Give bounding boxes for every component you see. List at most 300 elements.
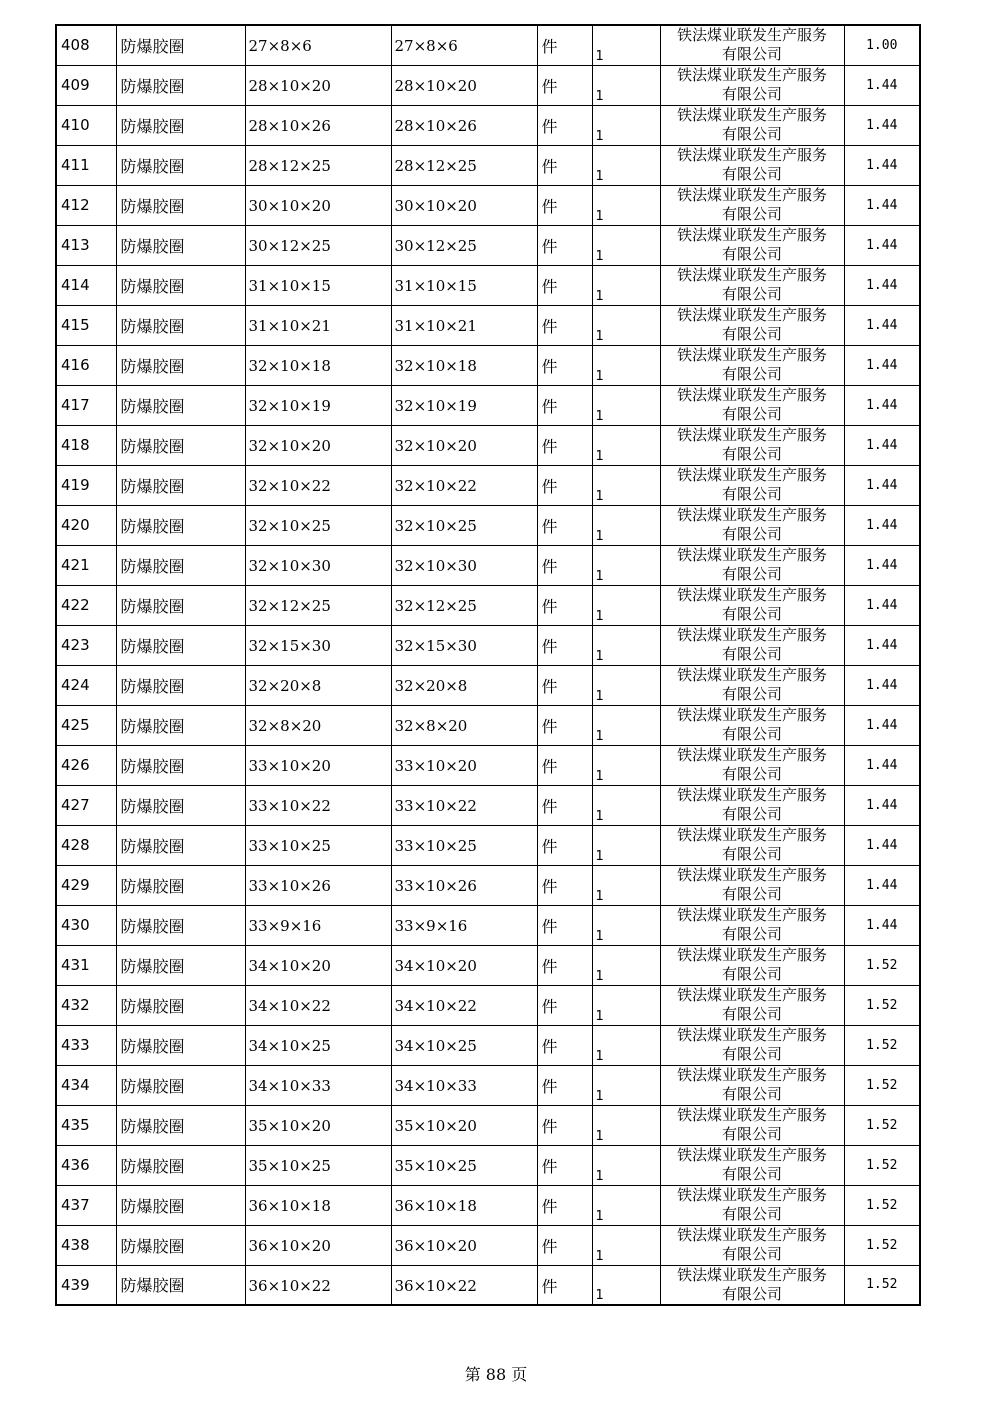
cell-price: 1.52 — [844, 985, 920, 1025]
cell-price: 1.44 — [844, 705, 920, 745]
cell-quantity: 1 — [592, 465, 660, 505]
cell-unit: 件 — [537, 825, 592, 865]
cell-specification: 31×10×15 — [245, 265, 391, 305]
supplier-line-1: 铁法煤业联发生产服务 — [676, 786, 827, 804]
cell-price: 1.44 — [844, 625, 920, 665]
cell-supplier — [660, 625, 844, 665]
table-row — [56, 1145, 920, 1185]
cell-item-name: 防爆胶圈 — [116, 625, 245, 665]
cell-specification: 28×10×20 — [245, 65, 391, 105]
cell-specification: 32×12×25 — [245, 585, 391, 625]
cell-model: 34×10×25 — [391, 1025, 537, 1065]
supplier-line-1: 铁法煤业联发生产服务 — [676, 746, 827, 764]
cell-number: 420 — [56, 505, 116, 545]
cell-price: 1.44 — [844, 825, 920, 865]
cell-unit: 件 — [537, 1065, 592, 1105]
cell-unit: 件 — [537, 385, 592, 425]
cell-number: 431 — [56, 945, 116, 985]
cell-model: 35×10×20 — [391, 1105, 537, 1145]
table-row — [56, 265, 920, 305]
supplier-line-1: 铁法煤业联发生产服务 — [676, 226, 827, 244]
table-row — [56, 945, 920, 985]
supplier-line-2: 有限公司 — [721, 405, 782, 423]
table-row — [56, 1185, 920, 1225]
cell-quantity: 1 — [592, 705, 660, 745]
cell-quantity: 1 — [592, 1145, 660, 1185]
cell-specification: 33×9×16 — [245, 905, 391, 945]
supplier-line-1: 铁法煤业联发生产服务 — [676, 266, 827, 284]
cell-quantity: 1 — [592, 225, 660, 265]
cell-price: 1.52 — [844, 1105, 920, 1145]
cell-number: 409 — [56, 65, 116, 105]
cell-quantity: 1 — [592, 1065, 660, 1105]
cell-model: 30×10×20 — [391, 185, 537, 225]
supplier-line-1: 铁法煤业联发生产服务 — [676, 386, 827, 404]
cell-price: 1.44 — [844, 505, 920, 545]
cell-model: 32×10×18 — [391, 345, 537, 385]
cell-unit: 件 — [537, 25, 592, 65]
cell-specification: 32×10×18 — [245, 345, 391, 385]
cell-supplier — [660, 465, 844, 505]
cell-item-name: 防爆胶圈 — [116, 345, 245, 385]
cell-item-name: 防爆胶圈 — [116, 465, 245, 505]
supplier-line-1: 铁法煤业联发生产服务 — [676, 506, 827, 524]
table-row — [56, 1105, 920, 1145]
supplier-line-1: 铁法煤业联发生产服务 — [676, 1066, 827, 1084]
cell-number: 410 — [56, 105, 116, 145]
cell-unit: 件 — [537, 305, 592, 345]
table-row — [56, 545, 920, 585]
cell-unit: 件 — [537, 1225, 592, 1265]
supplier-line-2: 有限公司 — [721, 605, 782, 623]
cell-unit: 件 — [537, 785, 592, 825]
cell-item-name: 防爆胶圈 — [116, 1065, 245, 1105]
cell-price: 1.44 — [844, 145, 920, 185]
cell-unit: 件 — [537, 1105, 592, 1145]
cell-number: 417 — [56, 385, 116, 425]
cell-specification: 27×8×6 — [245, 25, 391, 65]
supplier-line-2: 有限公司 — [721, 485, 782, 503]
cell-unit: 件 — [537, 545, 592, 585]
cell-supplier — [660, 545, 844, 585]
cell-unit: 件 — [537, 105, 592, 145]
cell-supplier — [660, 345, 844, 385]
cell-supplier — [660, 425, 844, 465]
cell-number: 437 — [56, 1185, 116, 1225]
cell-supplier — [660, 985, 844, 1025]
cell-price: 1.44 — [844, 265, 920, 305]
cell-specification: 32×15×30 — [245, 625, 391, 665]
cell-model: 27×8×6 — [391, 25, 537, 65]
supplier-line-2: 有限公司 — [721, 885, 782, 903]
cell-specification: 33×10×25 — [245, 825, 391, 865]
table-row — [56, 1065, 920, 1105]
cell-unit: 件 — [537, 1025, 592, 1065]
cell-unit: 件 — [537, 1145, 592, 1185]
supplier-line-2: 有限公司 — [721, 245, 782, 263]
supplier-line-1: 铁法煤业联发生产服务 — [676, 146, 827, 164]
table-row — [56, 505, 920, 545]
cell-price: 1.44 — [844, 865, 920, 905]
cell-quantity: 1 — [592, 545, 660, 585]
supplier-line-2: 有限公司 — [721, 925, 782, 943]
supplier-line-1: 铁法煤业联发生产服务 — [676, 546, 827, 564]
cell-quantity: 1 — [592, 1105, 660, 1145]
cell-specification: 32×10×19 — [245, 385, 391, 425]
cell-quantity: 1 — [592, 345, 660, 385]
cell-unit: 件 — [537, 705, 592, 745]
supplier-line-2: 有限公司 — [721, 1165, 782, 1183]
cell-item-name: 防爆胶圈 — [116, 25, 245, 65]
table-row — [56, 1025, 920, 1065]
supplier-line-2: 有限公司 — [721, 1005, 782, 1023]
cell-supplier — [660, 185, 844, 225]
cell-supplier — [660, 1265, 844, 1305]
cell-quantity: 1 — [592, 945, 660, 985]
cell-quantity: 1 — [592, 745, 660, 785]
cell-model: 32×12×25 — [391, 585, 537, 625]
cell-model: 34×10×33 — [391, 1065, 537, 1105]
cell-item-name: 防爆胶圈 — [116, 1025, 245, 1065]
cell-supplier — [660, 1025, 844, 1065]
cell-specification: 30×10×20 — [245, 185, 391, 225]
cell-quantity: 1 — [592, 105, 660, 145]
cell-specification: 32×10×25 — [245, 505, 391, 545]
cell-supplier — [660, 1105, 844, 1145]
cell-unit: 件 — [537, 665, 592, 705]
cell-model: 32×10×22 — [391, 465, 537, 505]
cell-number: 439 — [56, 1265, 116, 1305]
cell-quantity: 1 — [592, 425, 660, 465]
cell-number: 413 — [56, 225, 116, 265]
cell-specification: 30×12×25 — [245, 225, 391, 265]
table-row — [56, 665, 920, 705]
cell-number: 432 — [56, 985, 116, 1025]
cell-supplier — [660, 745, 844, 785]
cell-item-name: 防爆胶圈 — [116, 585, 245, 625]
table-row — [56, 825, 920, 865]
table-row — [56, 745, 920, 785]
cell-unit: 件 — [537, 265, 592, 305]
cell-specification: 34×10×25 — [245, 1025, 391, 1065]
table-row — [56, 185, 920, 225]
cell-quantity: 1 — [592, 585, 660, 625]
supplier-line-2: 有限公司 — [721, 1085, 782, 1103]
cell-unit: 件 — [537, 425, 592, 465]
cell-model: 33×10×26 — [391, 865, 537, 905]
cell-supplier — [660, 585, 844, 625]
cell-model: 32×10×20 — [391, 425, 537, 465]
cell-quantity: 1 — [592, 25, 660, 65]
cell-specification: 32×10×22 — [245, 465, 391, 505]
cell-number: 411 — [56, 145, 116, 185]
cell-price: 1.44 — [844, 65, 920, 105]
supplier-line-1: 铁法煤业联发生产服务 — [676, 826, 827, 844]
cell-model: 32×10×19 — [391, 385, 537, 425]
cell-supplier — [660, 25, 844, 65]
supplier-line-1: 铁法煤业联发生产服务 — [676, 26, 827, 45]
cell-price: 1.52 — [844, 1145, 920, 1185]
cell-supplier — [660, 65, 844, 105]
cell-price: 1.52 — [844, 1065, 920, 1105]
cell-model: 32×20×8 — [391, 665, 537, 705]
supplier-line-2: 有限公司 — [721, 325, 782, 343]
cell-item-name: 防爆胶圈 — [116, 225, 245, 265]
cell-model: 31×10×15 — [391, 265, 537, 305]
cell-item-name: 防爆胶圈 — [116, 705, 245, 745]
cell-specification: 32×10×20 — [245, 425, 391, 465]
cell-specification: 35×10×25 — [245, 1145, 391, 1185]
table-row — [56, 625, 920, 665]
cell-number: 421 — [56, 545, 116, 585]
cell-item-name: 防爆胶圈 — [116, 905, 245, 945]
supplier-line-1: 铁法煤业联发生产服务 — [676, 866, 827, 884]
cell-unit: 件 — [537, 745, 592, 785]
cell-number: 435 — [56, 1105, 116, 1145]
supplier-line-2: 有限公司 — [721, 165, 782, 183]
cell-supplier — [660, 865, 844, 905]
cell-unit: 件 — [537, 1185, 592, 1225]
cell-quantity: 1 — [592, 265, 660, 305]
cell-price: 1.44 — [844, 305, 920, 345]
supplier-line-1: 铁法煤业联发生产服务 — [676, 1226, 827, 1244]
cell-supplier — [660, 145, 844, 185]
cell-model: 34×10×22 — [391, 985, 537, 1025]
supplier-line-1: 铁法煤业联发生产服务 — [676, 1186, 827, 1204]
cell-unit: 件 — [537, 65, 592, 105]
cell-price: 1.00 — [844, 25, 920, 65]
cell-number: 415 — [56, 305, 116, 345]
supplier-line-1: 铁法煤业联发生产服务 — [676, 466, 827, 484]
cell-specification: 28×10×26 — [245, 105, 391, 145]
cell-supplier — [660, 665, 844, 705]
cell-quantity: 1 — [592, 305, 660, 345]
cell-price: 1.52 — [844, 945, 920, 985]
cell-model: 30×12×25 — [391, 225, 537, 265]
cell-specification: 34×10×33 — [245, 1065, 391, 1105]
supplier-line-2: 有限公司 — [721, 1125, 782, 1143]
cell-quantity: 1 — [592, 785, 660, 825]
cell-model: 34×10×20 — [391, 945, 537, 985]
supplier-line-2: 有限公司 — [721, 765, 782, 783]
cell-item-name: 防爆胶圈 — [116, 265, 245, 305]
cell-supplier — [660, 785, 844, 825]
cell-item-name: 防爆胶圈 — [116, 1225, 245, 1265]
cell-model: 36×10×18 — [391, 1185, 537, 1225]
cell-unit: 件 — [537, 625, 592, 665]
cell-number: 438 — [56, 1225, 116, 1265]
table-row — [56, 705, 920, 745]
cell-item-name: 防爆胶圈 — [116, 105, 245, 145]
cell-number: 424 — [56, 665, 116, 705]
cell-item-name: 防爆胶圈 — [116, 145, 245, 185]
cell-model: 36×10×20 — [391, 1225, 537, 1265]
cell-price: 1.52 — [844, 1225, 920, 1265]
cell-quantity: 1 — [592, 625, 660, 665]
table-row — [56, 905, 920, 945]
cell-quantity: 1 — [592, 865, 660, 905]
cell-item-name: 防爆胶圈 — [116, 545, 245, 585]
cell-quantity: 1 — [592, 1265, 660, 1305]
table-row — [56, 305, 920, 345]
cell-model: 28×10×26 — [391, 105, 537, 145]
supplier-line-2: 有限公司 — [721, 645, 782, 663]
table-row — [56, 985, 920, 1025]
cell-model: 33×9×16 — [391, 905, 537, 945]
cell-quantity: 1 — [592, 385, 660, 425]
supplier-line-1: 铁法煤业联发生产服务 — [676, 186, 827, 204]
supplier-line-1: 铁法煤业联发生产服务 — [676, 306, 827, 324]
cell-item-name: 防爆胶圈 — [116, 785, 245, 825]
table-row — [56, 345, 920, 385]
supplier-line-2: 有限公司 — [721, 525, 782, 543]
cell-model: 32×10×30 — [391, 545, 537, 585]
cell-item-name: 防爆胶圈 — [116, 865, 245, 905]
cell-unit: 件 — [537, 905, 592, 945]
cell-quantity: 1 — [592, 665, 660, 705]
supplier-line-2: 有限公司 — [721, 965, 782, 983]
cell-item-name: 防爆胶圈 — [116, 985, 245, 1025]
supplier-line-2: 有限公司 — [721, 685, 782, 703]
cell-model: 32×8×20 — [391, 705, 537, 745]
cell-item-name: 防爆胶圈 — [116, 1185, 245, 1225]
cell-supplier — [660, 385, 844, 425]
cell-supplier — [660, 1225, 844, 1265]
cell-price: 1.44 — [844, 465, 920, 505]
cell-model: 36×10×22 — [391, 1265, 537, 1305]
cell-specification: 32×20×8 — [245, 665, 391, 705]
cell-supplier — [660, 945, 844, 985]
cell-model: 32×10×25 — [391, 505, 537, 545]
cell-supplier — [660, 225, 844, 265]
cell-unit: 件 — [537, 985, 592, 1025]
table-row — [56, 865, 920, 905]
cell-specification: 31×10×21 — [245, 305, 391, 345]
cell-model: 35×10×25 — [391, 1145, 537, 1185]
table-row — [56, 105, 920, 145]
cell-item-name: 防爆胶圈 — [116, 385, 245, 425]
cell-supplier — [660, 1185, 844, 1225]
supplier-line-1: 铁法煤业联发生产服务 — [676, 986, 827, 1004]
cell-supplier — [660, 265, 844, 305]
supplier-line-2: 有限公司 — [721, 1284, 782, 1303]
price-table — [55, 24, 921, 1306]
cell-supplier — [660, 505, 844, 545]
supplier-line-2: 有限公司 — [721, 85, 782, 103]
supplier-line-1: 铁法煤业联发生产服务 — [676, 66, 827, 84]
cell-number: 428 — [56, 825, 116, 865]
cell-number: 429 — [56, 865, 116, 905]
cell-price: 1.44 — [844, 185, 920, 225]
supplier-line-2: 有限公司 — [721, 725, 782, 743]
cell-price: 1.44 — [844, 665, 920, 705]
cell-number: 414 — [56, 265, 116, 305]
cell-specification: 33×10×26 — [245, 865, 391, 905]
table-row — [56, 65, 920, 105]
supplier-line-1: 铁法煤业联发生产服务 — [676, 666, 827, 684]
cell-model: 33×10×25 — [391, 825, 537, 865]
cell-price: 1.44 — [844, 425, 920, 465]
cell-supplier — [660, 105, 844, 145]
cell-number: 423 — [56, 625, 116, 665]
supplier-line-1: 铁法煤业联发生产服务 — [676, 706, 827, 724]
supplier-line-2: 有限公司 — [721, 45, 782, 64]
cell-unit: 件 — [537, 1265, 592, 1305]
supplier-line-1: 铁法煤业联发生产服务 — [676, 1026, 827, 1044]
table-body — [56, 25, 920, 1305]
cell-number: 430 — [56, 905, 116, 945]
supplier-line-2: 有限公司 — [721, 805, 782, 823]
cell-model: 28×12×25 — [391, 145, 537, 185]
cell-price: 1.44 — [844, 745, 920, 785]
cell-item-name: 防爆胶圈 — [116, 665, 245, 705]
cell-number: 436 — [56, 1145, 116, 1185]
cell-number: 425 — [56, 705, 116, 745]
cell-price: 1.44 — [844, 785, 920, 825]
cell-quantity: 1 — [592, 65, 660, 105]
cell-unit: 件 — [537, 345, 592, 385]
cell-item-name: 防爆胶圈 — [116, 1265, 245, 1305]
cell-unit: 件 — [537, 865, 592, 905]
supplier-line-2: 有限公司 — [721, 205, 782, 223]
cell-specification: 36×10×18 — [245, 1185, 391, 1225]
supplier-line-2: 有限公司 — [721, 565, 782, 583]
cell-item-name: 防爆胶圈 — [116, 505, 245, 545]
cell-unit: 件 — [537, 465, 592, 505]
cell-price: 1.44 — [844, 385, 920, 425]
cell-specification: 34×10×20 — [245, 945, 391, 985]
cell-price: 1.44 — [844, 345, 920, 385]
cell-item-name: 防爆胶圈 — [116, 825, 245, 865]
cell-number: 434 — [56, 1065, 116, 1105]
supplier-line-1: 铁法煤业联发生产服务 — [676, 1106, 827, 1124]
cell-unit: 件 — [537, 225, 592, 265]
supplier-line-2: 有限公司 — [721, 285, 782, 303]
cell-item-name: 防爆胶圈 — [116, 1105, 245, 1145]
table-row — [56, 1265, 920, 1305]
cell-price: 1.44 — [844, 105, 920, 145]
table-row — [56, 465, 920, 505]
cell-item-name: 防爆胶圈 — [116, 305, 245, 345]
supplier-line-2: 有限公司 — [721, 1045, 782, 1063]
cell-price: 1.52 — [844, 1025, 920, 1065]
cell-specification: 32×10×30 — [245, 545, 391, 585]
supplier-line-2: 有限公司 — [721, 1205, 782, 1223]
cell-specification: 28×12×25 — [245, 145, 391, 185]
supplier-line-1: 铁法煤业联发生产服务 — [676, 946, 827, 964]
cell-number: 418 — [56, 425, 116, 465]
supplier-line-1: 铁法煤业联发生产服务 — [676, 426, 827, 444]
supplier-line-1: 铁法煤业联发生产服务 — [676, 626, 827, 644]
cell-supplier — [660, 305, 844, 345]
cell-quantity: 1 — [592, 145, 660, 185]
cell-item-name: 防爆胶圈 — [116, 425, 245, 465]
cell-model: 32×15×30 — [391, 625, 537, 665]
supplier-line-1: 铁法煤业联发生产服务 — [676, 1146, 827, 1164]
cell-quantity: 1 — [592, 905, 660, 945]
cell-quantity: 1 — [592, 505, 660, 545]
cell-price: 1.44 — [844, 225, 920, 265]
cell-specification: 36×10×22 — [245, 1265, 391, 1305]
table-row — [56, 585, 920, 625]
cell-model: 31×10×21 — [391, 305, 537, 345]
cell-specification: 32×8×20 — [245, 705, 391, 745]
cell-number: 419 — [56, 465, 116, 505]
cell-price: 1.44 — [844, 545, 920, 585]
table-row — [56, 225, 920, 265]
table-row — [56, 785, 920, 825]
cell-supplier — [660, 705, 844, 745]
